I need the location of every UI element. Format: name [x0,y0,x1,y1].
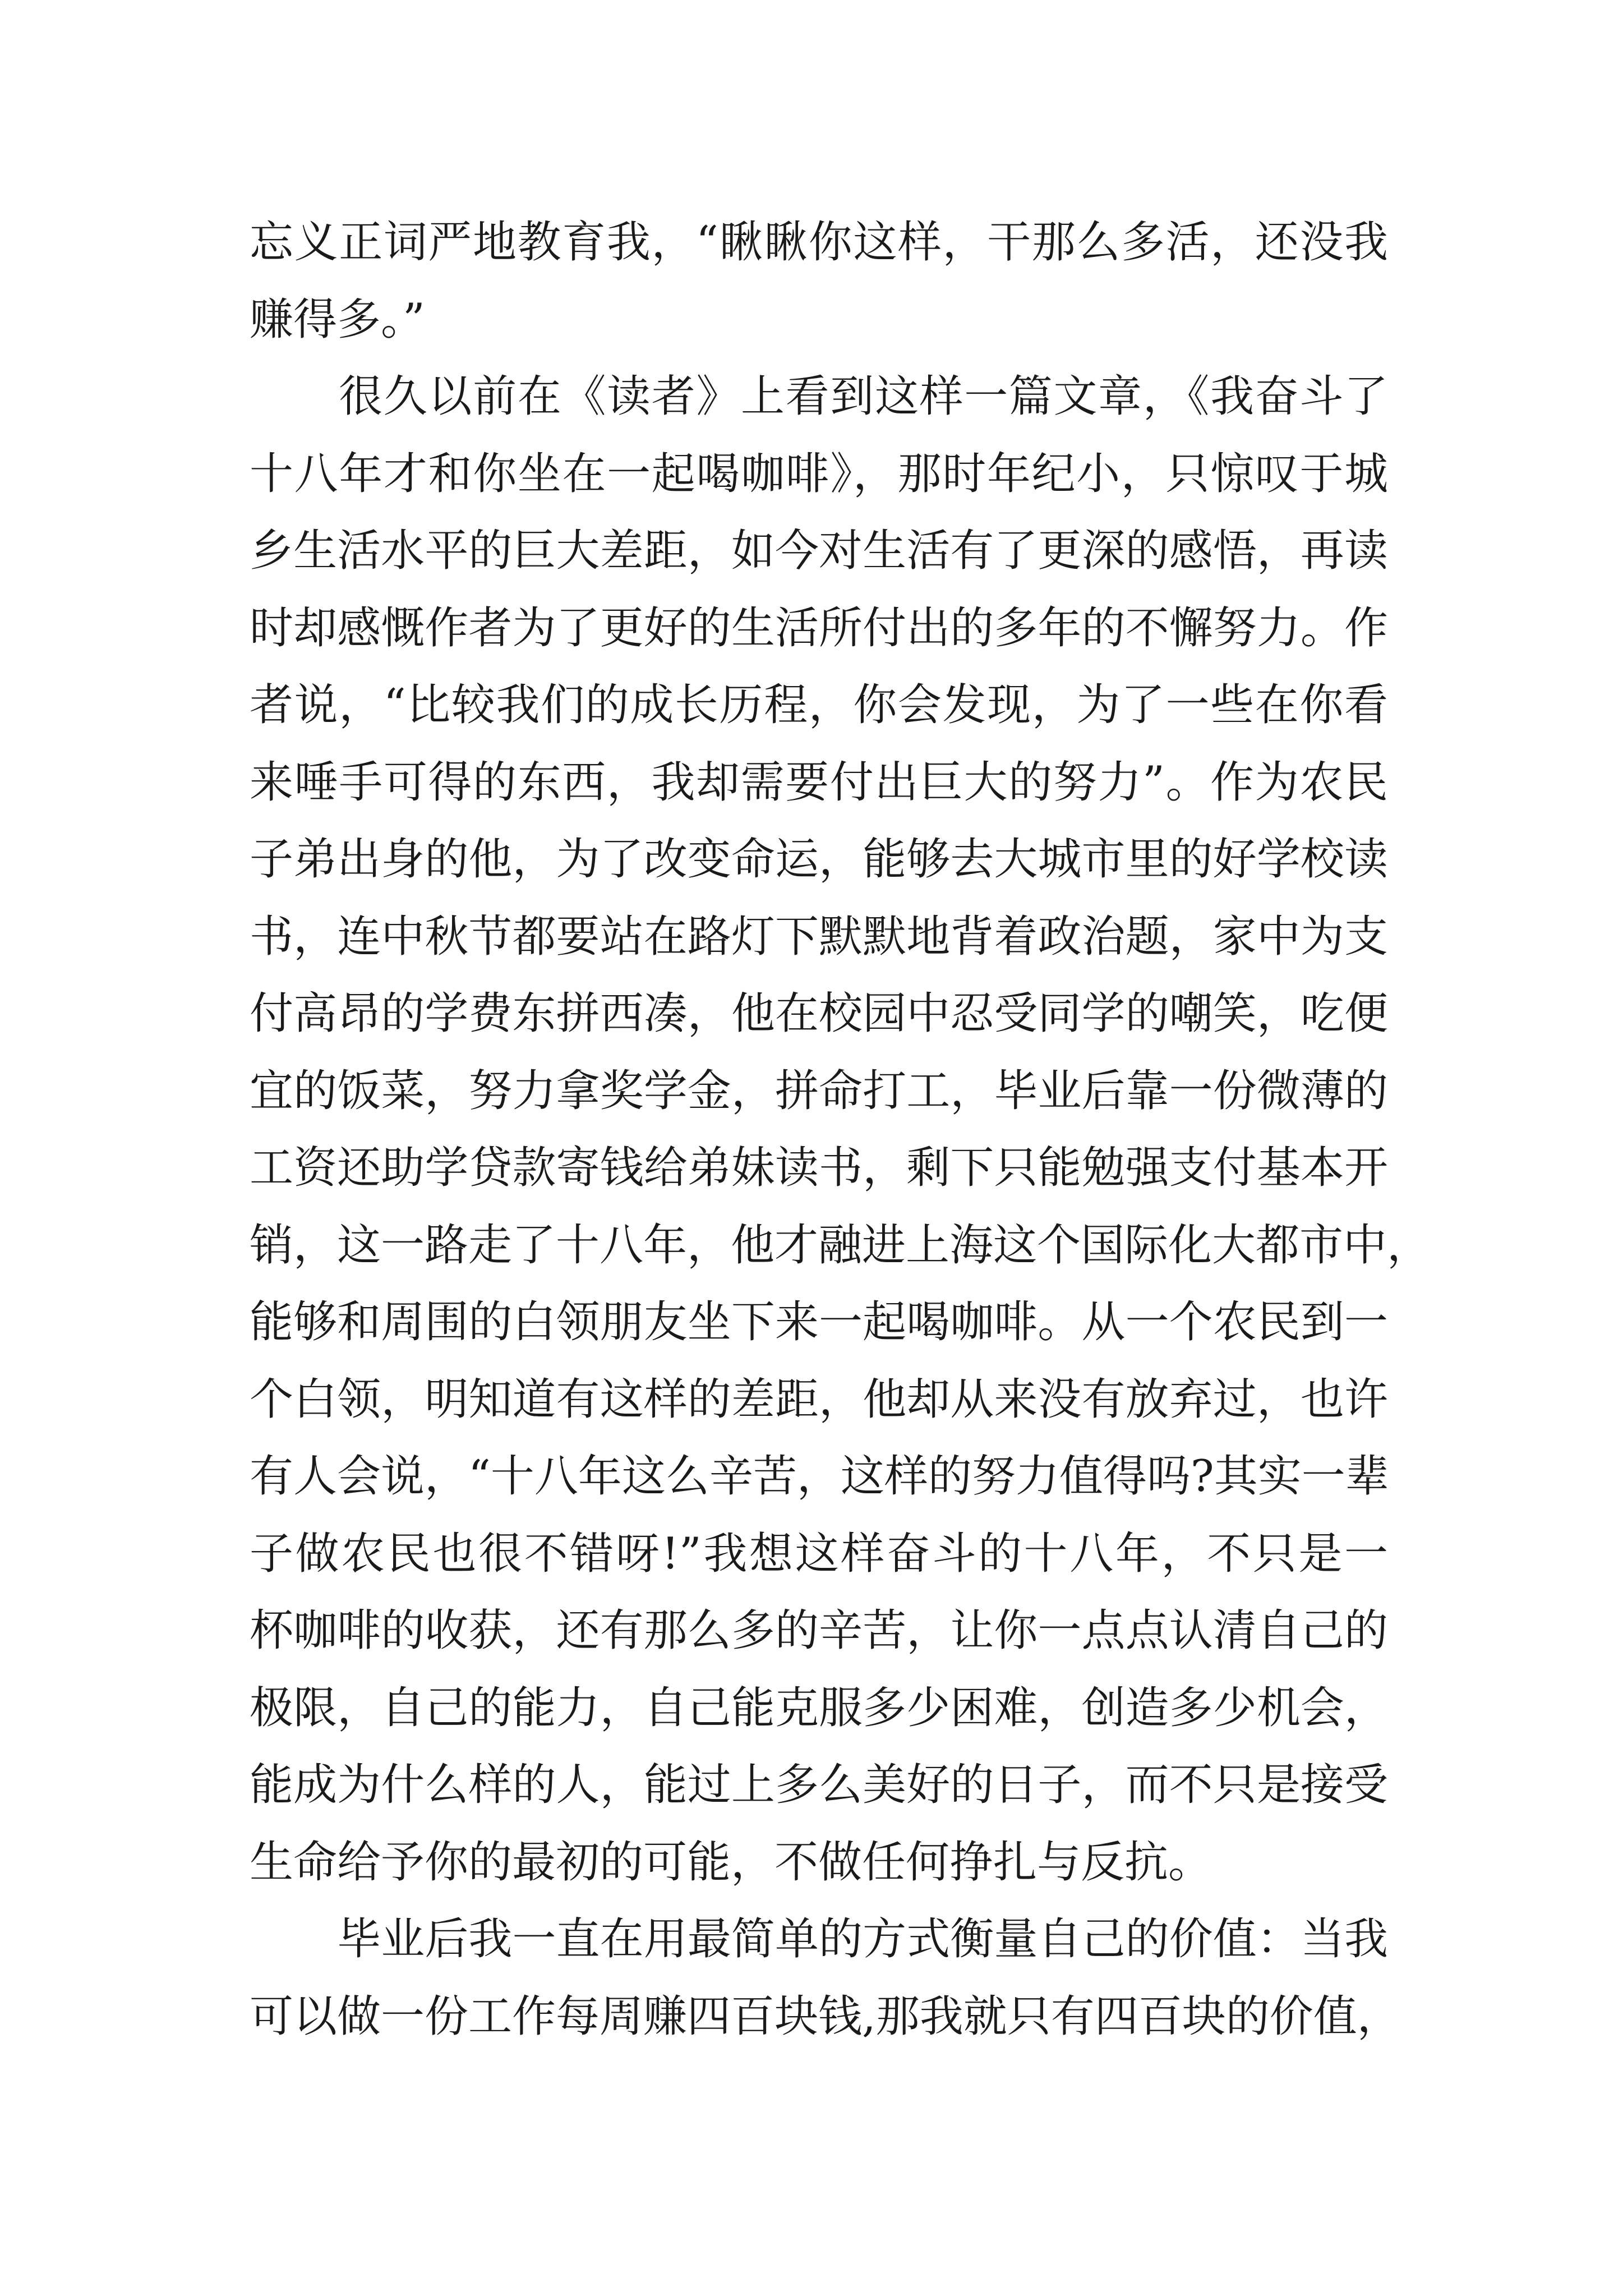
text-line: 付高昂的学费东拼西凑，他在校园中忍受同学的嘲笑，吃便 [250,988,1388,1039]
text-line: 子做农民也很不错呀!”我想这样奋斗的十八年，不只是一 [250,1528,1388,1579]
text-line: 个白领，明知道有这样的差距，他却从来没有放弃过，也许 [250,1374,1388,1425]
text-line: 来唾手可得的东西，我却需要付出巨大的努力”。作为农民 [250,757,1388,808]
text-line: 很久以前在《读者》上看到这样一篇文章，《我奋斗了 [250,371,1388,422]
text-line: 者说，“比较我们的成长历程，你会发现，为了一些在你看 [250,680,1388,730]
text-line: 赚得多。” [250,294,425,345]
text-line: 有人会说，“十八年这么辛苦，这样的努力值得吗?其实一辈 [250,1451,1389,1502]
text-line: 十八年才和你坐在一起喝咖啡》，那时年纪小，只惊叹于城 [250,448,1388,499]
body-text [250,204,1431,2055]
text-line: 子弟出身的他，为了改变命运，能够去大城市里的好学校读 [250,834,1388,885]
text-line: 工资还助学贷款寄钱给弟妹读书，剩下只能勉强支付基本开 [250,1143,1388,1193]
text-line: 毕业后我一直在用最简单的方式衡量自己的价值：当我 [250,1914,1388,1964]
text-line: 杯咖啡的收获，还有那么多的辛苦，让你一点点认清自己的 [250,1605,1388,1656]
text-line: 忘义正词严地教育我，“瞅瞅你这样，干那么多活，还没我 [250,217,1388,268]
text-line: 极限，自己的能力，自己能克服多少困难，创造多少机会， [250,1682,1388,1733]
text-line: 生命给予你的最初的可能，不做任何挣扎与反抗。 [250,1837,1212,1888]
text-line: 销，这一路走了十八年，他才融进上海这个国际化大都市中， [250,1220,1431,1271]
text-line: 能够和周围的白领朋友坐下来一起喝咖啡。从一个农民到一 [250,1297,1388,1347]
text-line: 宜的饭菜，努力拿奖学金，拼命打工，毕业后靠一份微薄的 [250,1065,1388,1116]
text-line: 乡生活水平的巨大差距，如今对生活有了更深的感悟，再读 [250,526,1388,576]
text-line: 可以做一份工作每周赚四百块钱,那我就只有四百块的价值， [250,1991,1401,2042]
text-line: 时却感慨作者为了更好的生活所付出的多年的不懈努力。作 [250,602,1388,654]
text-line: 能成为什么样的人，能过上多么美好的日子，而不只是接受 [250,1760,1388,1810]
text-line: 书，连中秋节都要站在路灯下默默地背着政治题，家中为支 [250,911,1388,962]
